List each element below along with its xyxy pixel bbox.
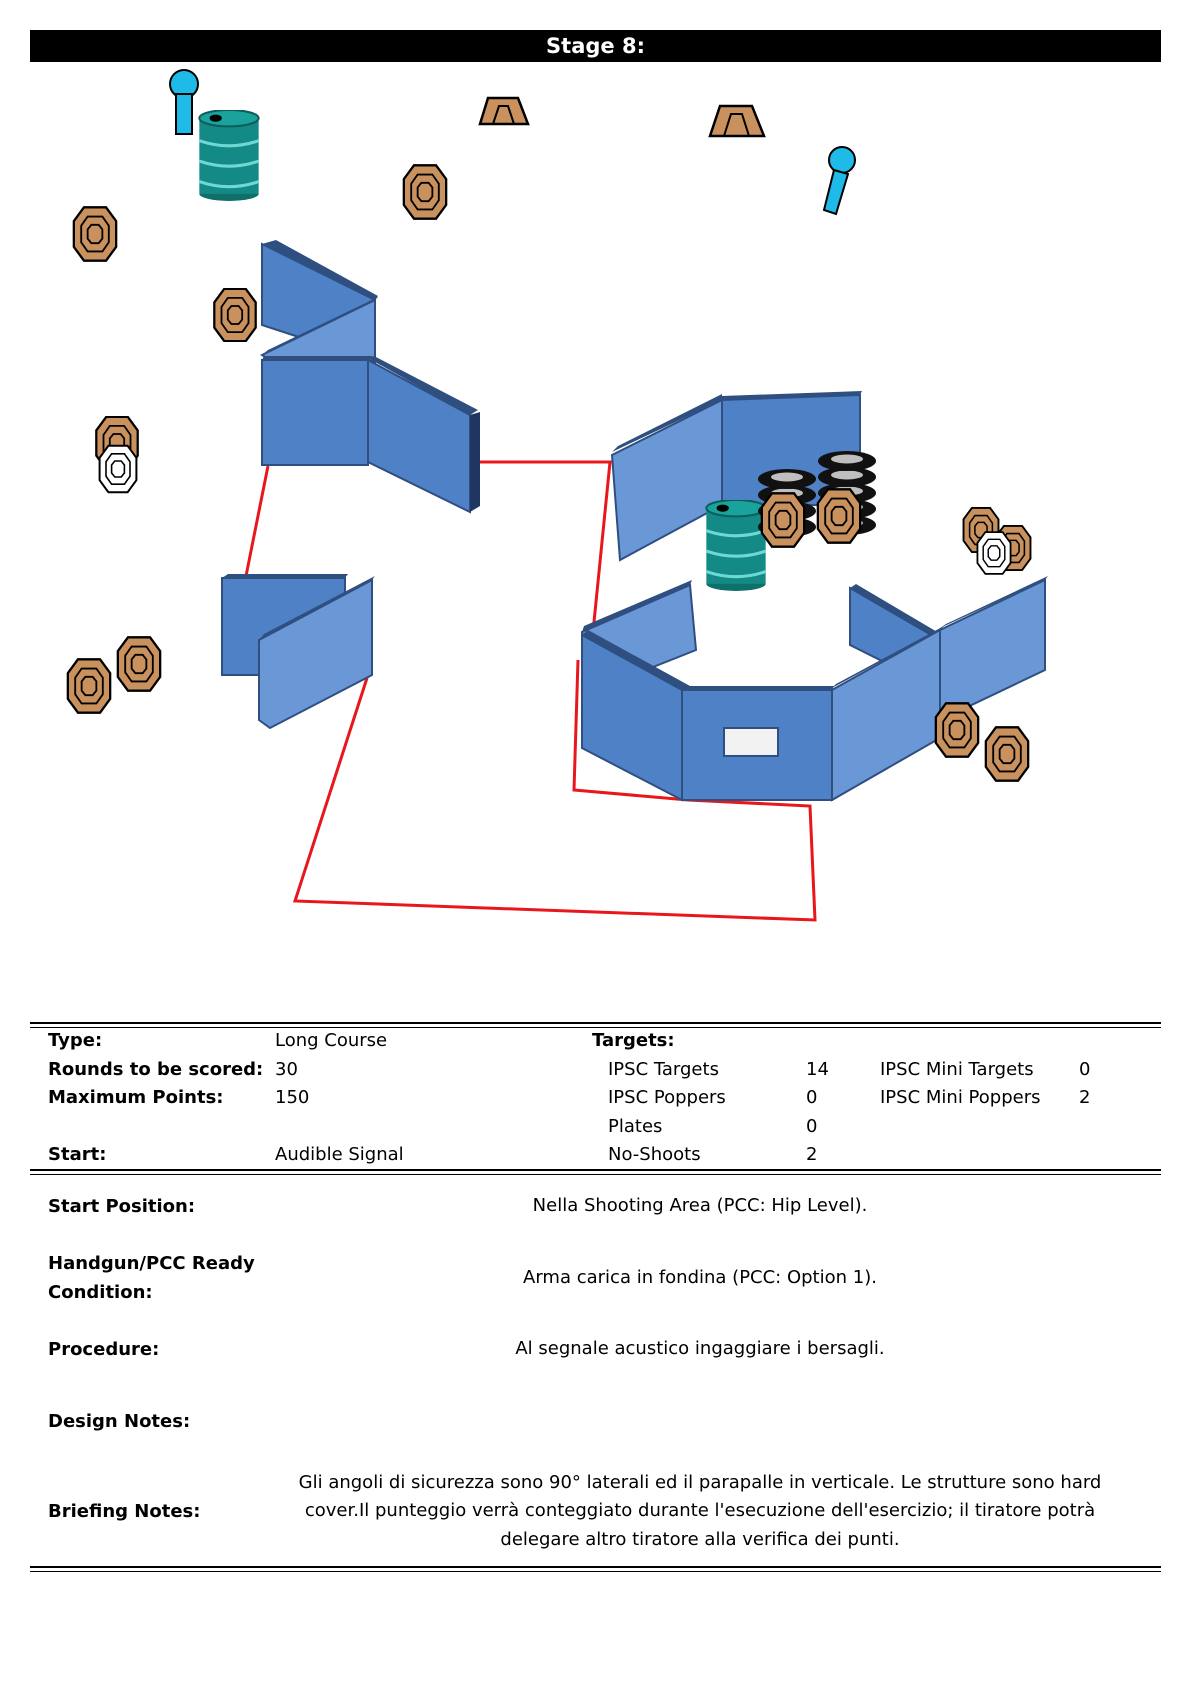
- barrel-icon: [199, 110, 258, 201]
- wall-group-d: [582, 576, 1048, 800]
- rounds-label: Rounds to be scored:: [48, 1059, 264, 1080]
- table-rule: [30, 1022, 1161, 1024]
- target-type-count: 0: [806, 1087, 818, 1108]
- target-icon: [818, 489, 860, 542]
- target-type-name: IPSC Targets: [608, 1059, 719, 1080]
- fault-line-top: [480, 462, 610, 642]
- fault-line-left: [246, 466, 268, 576]
- briefing-notes-line: cover.Il punteggio verrà conteggiato durante l'esecuzione dell'esercizio; il tiratore potrà: [304, 1500, 1096, 1521]
- targets-label: Targets:: [592, 1030, 675, 1051]
- ready-condition-label: Condition:: [48, 1282, 153, 1303]
- wall-group-a: [262, 240, 480, 512]
- procedure-label: Procedure:: [48, 1339, 160, 1360]
- target-icon: [404, 165, 446, 218]
- table-rule: [30, 1169, 1161, 1171]
- no-shoot-icon: [977, 532, 1010, 574]
- target-type-count: 0: [1079, 1059, 1091, 1080]
- target-type-name: IPSC Mini Poppers: [880, 1087, 1041, 1108]
- briefing-notes-line: Gli angoli di sicurezza sono 90° laterali ed il parapalle in verticale. Le strutture sono hard: [298, 1472, 1102, 1493]
- target-type-name: IPSC Mini Targets: [880, 1059, 1034, 1080]
- procedure-value: Al segnale acustico ingaggiare i bersagli.: [515, 1338, 885, 1359]
- target-icon: [710, 106, 764, 136]
- no-shoot-icon: [100, 446, 137, 492]
- target-icon: [118, 637, 160, 690]
- popper-icon: [824, 147, 855, 214]
- stage-title: Stage 8:: [30, 30, 1161, 62]
- wall-group-b: [222, 574, 375, 728]
- points-value: 150: [275, 1087, 310, 1108]
- wall-window: [724, 728, 778, 756]
- target-type-count: 2: [1079, 1087, 1091, 1108]
- target-icon: [74, 207, 116, 260]
- points-label: Maximum Points:: [48, 1087, 224, 1108]
- start-label: Start:: [48, 1144, 107, 1165]
- table-rule: [30, 1566, 1161, 1568]
- briefing-notes-label: Briefing Notes:: [48, 1501, 201, 1522]
- target-icon: [986, 727, 1028, 780]
- target-type-name: Plates: [608, 1116, 663, 1137]
- table-rule: [30, 1174, 1161, 1175]
- start-value: Audible Signal: [275, 1144, 404, 1165]
- target-icon: [68, 659, 110, 712]
- target-icon: [936, 703, 978, 756]
- design-notes-label: Design Notes:: [48, 1411, 191, 1432]
- ready-condition-value: Arma carica in fondina (PCC: Option 1).: [523, 1267, 877, 1288]
- start-position-label: Start Position:: [48, 1196, 196, 1217]
- rounds-value: 30: [275, 1059, 298, 1080]
- start-position-value: Nella Shooting Area (PCC: Hip Level).: [532, 1195, 868, 1216]
- target-icon: [480, 98, 528, 124]
- ready-condition-label: Handgun/PCC Ready: [48, 1253, 255, 1274]
- type-value: Long Course: [275, 1030, 388, 1051]
- briefing-notes-line: delegare altro tiratore alla verifica dei punti.: [500, 1529, 900, 1550]
- target-type-count: 14: [806, 1059, 829, 1080]
- target-type-name: IPSC Poppers: [608, 1087, 726, 1108]
- target-type-count: 0: [806, 1116, 818, 1137]
- target-type-count: 2: [806, 1144, 818, 1165]
- table-rule: [30, 1571, 1161, 1572]
- target-icon: [214, 289, 255, 341]
- barrel-icon: [706, 500, 765, 591]
- type-label: Type:: [48, 1030, 103, 1051]
- popper-icon: [170, 70, 198, 134]
- table-rule: [30, 1027, 1161, 1028]
- target-icon: [762, 493, 804, 546]
- target-type-name: No-Shoots: [608, 1144, 701, 1165]
